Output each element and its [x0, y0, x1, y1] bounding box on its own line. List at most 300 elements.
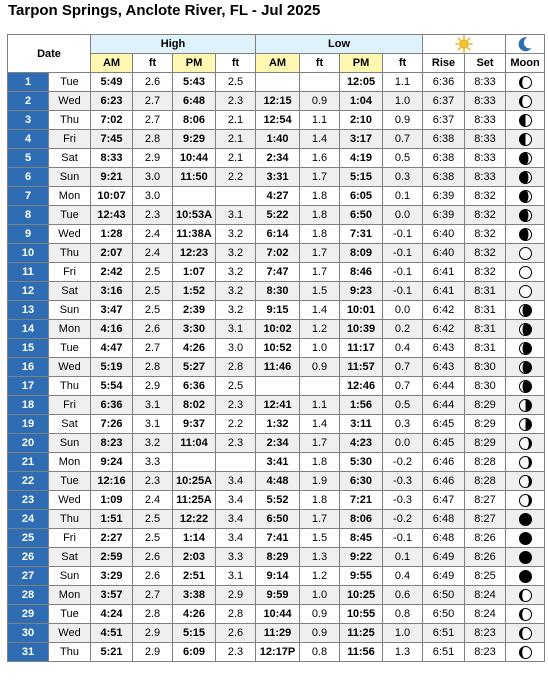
- weekday: Sun: [49, 434, 91, 453]
- low-pm-ft-header: ft: [383, 54, 423, 73]
- low-am-time: 7:41: [256, 529, 300, 548]
- day-number: 16: [8, 358, 49, 377]
- low-am-height: 1.8: [300, 225, 340, 244]
- low-am-height: 1.2: [300, 567, 340, 586]
- low-am-height: 1.7: [300, 434, 340, 453]
- low-am-height: 1.8: [300, 491, 340, 510]
- table-row: [8, 301, 545, 320]
- waning-gibbous-moon-icon: [518, 303, 533, 318]
- set-header: Set: [465, 54, 506, 73]
- weekday: Thu: [49, 244, 91, 263]
- weekday: Wed: [49, 491, 91, 510]
- low-am-time: 3:41: [256, 453, 300, 472]
- low-am-height: 1.8: [300, 453, 340, 472]
- day-number: 2: [8, 92, 49, 111]
- table-row: [8, 396, 545, 415]
- sunrise: 6:47: [423, 491, 465, 510]
- low-pm-height: 0.5: [383, 396, 423, 415]
- high-am-time: 4:47: [91, 339, 133, 358]
- sunrise: 6:48: [423, 529, 465, 548]
- moon-phase: [506, 206, 545, 225]
- sunset: 8:28: [465, 453, 506, 472]
- low-pm-height: 0.0: [383, 206, 423, 225]
- low-am-time: [256, 73, 300, 92]
- high-pm-time: 2:51: [173, 567, 216, 586]
- new-moon-icon: [518, 512, 533, 527]
- low-pm-height: 1.1: [383, 73, 423, 92]
- tide-table: [7, 34, 545, 662]
- low-am-ft-header: ft: [300, 54, 340, 73]
- low-pm-time: 6:05: [340, 187, 383, 206]
- low-pm-time: 8:45: [340, 529, 383, 548]
- moon-phase: [506, 567, 545, 586]
- low-am-time: 9:15: [256, 301, 300, 320]
- low-am-height: 1.0: [300, 339, 340, 358]
- waxing-gibbous-moon-icon: [518, 151, 533, 166]
- low-am-height: 1.4: [300, 301, 340, 320]
- low-am-height: 0.9: [300, 624, 340, 643]
- waning-crescent-moon-icon: [518, 493, 533, 508]
- day-number: 24: [8, 510, 49, 529]
- high-pm-height: 2.5: [216, 377, 256, 396]
- low-am-height: 1.2: [300, 320, 340, 339]
- low-am-time: 1:32: [256, 415, 300, 434]
- table-row: [8, 149, 545, 168]
- day-number: 17: [8, 377, 49, 396]
- high-pm-time: 9:29: [173, 130, 216, 149]
- day-number: 14: [8, 320, 49, 339]
- high-am-time: 2:07: [91, 244, 133, 263]
- low-pm-time: 10:25: [340, 586, 383, 605]
- page-title: Tarpon Springs, Anclote River, FL - Jul 2025: [8, 2, 321, 19]
- sunset: 8:29: [465, 434, 506, 453]
- low-am-height: 1.4: [300, 415, 340, 434]
- high-am-height: 2.9: [133, 624, 173, 643]
- low-pm-time: 3:11: [340, 415, 383, 434]
- high-pm-height: 2.1: [216, 111, 256, 130]
- day-number: 21: [8, 453, 49, 472]
- high-pm-height: 3.4: [216, 529, 256, 548]
- high-pm-time: [173, 187, 216, 206]
- high-am-height: 2.9: [133, 377, 173, 396]
- sunset: 8:31: [465, 282, 506, 301]
- low-pm-height: 0.8: [383, 605, 423, 624]
- low-am-time: 5:52: [256, 491, 300, 510]
- high-am-height: 3.3: [133, 453, 173, 472]
- day-number: 27: [8, 567, 49, 586]
- low-am-time: 2:34: [256, 434, 300, 453]
- moon-phase: [506, 643, 545, 662]
- low-am-time: 12:17P: [256, 643, 300, 662]
- high-am-height: 2.7: [133, 339, 173, 358]
- day-number: 15: [8, 339, 49, 358]
- high-pm-header: PM: [173, 54, 216, 73]
- table-row: [8, 73, 545, 92]
- weekday: Wed: [49, 92, 91, 111]
- high-pm-time: [173, 453, 216, 472]
- low-am-header: AM: [256, 54, 300, 73]
- low-pm-time: 11:56: [340, 643, 383, 662]
- low-pm-height: -0.1: [383, 263, 423, 282]
- low-am-time: 9:59: [256, 586, 300, 605]
- high-am-height: 2.5: [133, 510, 173, 529]
- moon-phase: [506, 320, 545, 339]
- low-pm-time: 9:55: [340, 567, 383, 586]
- table-row: [8, 244, 545, 263]
- high-pm-time: 5:27: [173, 358, 216, 377]
- moon-phase: [506, 339, 545, 358]
- weekday: Sat: [49, 282, 91, 301]
- low-am-time: 11:29: [256, 624, 300, 643]
- high-am-height: 2.9: [133, 643, 173, 662]
- low-am-height: 1.1: [300, 396, 340, 415]
- sunset: 8:26: [465, 548, 506, 567]
- full-moon-icon: [518, 246, 533, 261]
- high-pm-time: 6:48: [173, 92, 216, 111]
- high-pm-time: 1:52: [173, 282, 216, 301]
- sunrise: 6:46: [423, 472, 465, 491]
- high-pm-time: 12:22: [173, 510, 216, 529]
- sunrise: 6:38: [423, 130, 465, 149]
- low-pm-height: 0.3: [383, 415, 423, 434]
- weekday: Sat: [49, 415, 91, 434]
- low-am-time: 12:54: [256, 111, 300, 130]
- high-am-time: 3:57: [91, 586, 133, 605]
- moon-phase: [506, 358, 545, 377]
- weekday: Sun: [49, 168, 91, 187]
- sunset: 8:32: [465, 244, 506, 263]
- sunset: 8:32: [465, 225, 506, 244]
- sunrise: 6:38: [423, 149, 465, 168]
- sunrise: 6:43: [423, 339, 465, 358]
- high-am-time: 5:54: [91, 377, 133, 396]
- low-pm-time: 6:50: [340, 206, 383, 225]
- high-am-time: 7:45: [91, 130, 133, 149]
- low-am-height: 0.8: [300, 643, 340, 662]
- low-am-time: 4:27: [256, 187, 300, 206]
- sunset: 8:32: [465, 206, 506, 225]
- high-pm-height: 3.2: [216, 282, 256, 301]
- high-pm-time: 12:23: [173, 244, 216, 263]
- high-am-time: 1:51: [91, 510, 133, 529]
- high-pm-time: 4:26: [173, 339, 216, 358]
- table-row: [8, 548, 545, 567]
- high-am-height: 2.4: [133, 244, 173, 263]
- tide-rows: [8, 73, 545, 662]
- low-pm-time: 10:55: [340, 605, 383, 624]
- low-pm-time: 12:05: [340, 73, 383, 92]
- high-pm-time: 3:30: [173, 320, 216, 339]
- high-pm-time: 4:26: [173, 605, 216, 624]
- day-number: 30: [8, 624, 49, 643]
- day-number: 10: [8, 244, 49, 263]
- low-pm-height: 0.0: [383, 301, 423, 320]
- table-row: [8, 282, 545, 301]
- day-number: 26: [8, 548, 49, 567]
- high-am-time: 3:16: [91, 282, 133, 301]
- high-pm-height: 3.1: [216, 206, 256, 225]
- waning-crescent-moon-icon: [518, 474, 533, 489]
- high-am-time: 10:07: [91, 187, 133, 206]
- low-pm-time: 5:15: [340, 168, 383, 187]
- waxing-gibbous-moon-icon: [518, 208, 533, 223]
- sunrise: 6:41: [423, 282, 465, 301]
- sunset: 8:32: [465, 187, 506, 206]
- sunset: 8:28: [465, 472, 506, 491]
- first-quarter-moon-icon: [518, 113, 533, 128]
- low-am-time: 3:31: [256, 168, 300, 187]
- sunrise: 6:51: [423, 643, 465, 662]
- day-number: 29: [8, 605, 49, 624]
- weekday: Fri: [49, 263, 91, 282]
- high-am-height: 2.3: [133, 472, 173, 491]
- weekday: Sat: [49, 149, 91, 168]
- low-am-time: 2:34: [256, 149, 300, 168]
- high-pm-time: 10:53A: [173, 206, 216, 225]
- sunset: 8:24: [465, 586, 506, 605]
- table-row: [8, 434, 545, 453]
- weekday: Fri: [49, 529, 91, 548]
- high-pm-time: 2:39: [173, 301, 216, 320]
- low-pm-height: -0.2: [383, 453, 423, 472]
- low-am-height: 1.0: [300, 586, 340, 605]
- high-pm-height: [216, 453, 256, 472]
- sunset: 8:33: [465, 73, 506, 92]
- high-pm-height: [216, 187, 256, 206]
- sunrise: 6:45: [423, 434, 465, 453]
- moon-phase: [506, 377, 545, 396]
- new-moon-icon: [518, 569, 533, 584]
- low-am-height: 1.5: [300, 282, 340, 301]
- low-am-height: 1.8: [300, 187, 340, 206]
- high-pm-time: 11:38A: [173, 225, 216, 244]
- sunrise: 6:38: [423, 168, 465, 187]
- moon-phase-header: Moon: [506, 54, 545, 73]
- low-pm-time: 10:39: [340, 320, 383, 339]
- moon-phase: [506, 624, 545, 643]
- last-quarter-moon-icon: [518, 417, 533, 432]
- waxing-gibbous-moon-icon: [518, 189, 533, 204]
- waxing-gibbous-moon-icon: [518, 227, 533, 242]
- table-row: [8, 206, 545, 225]
- high-am-time: 9:24: [91, 453, 133, 472]
- high-am-height: 2.7: [133, 111, 173, 130]
- low-pm-time: 12:46: [340, 377, 383, 396]
- table-row: [8, 567, 545, 586]
- high-am-height: 2.8: [133, 130, 173, 149]
- weekday: Fri: [49, 130, 91, 149]
- low-pm-time: 7:21: [340, 491, 383, 510]
- weekday: Tue: [49, 73, 91, 92]
- high-pm-height: 2.5: [216, 73, 256, 92]
- high-am-time: 12:43: [91, 206, 133, 225]
- moon-phase: [506, 282, 545, 301]
- table-row: [8, 472, 545, 491]
- high-pm-height: 3.1: [216, 567, 256, 586]
- sunrise: 6:44: [423, 396, 465, 415]
- weekday: Fri: [49, 396, 91, 415]
- sunset: 8:33: [465, 168, 506, 187]
- low-pm-height: 0.1: [383, 187, 423, 206]
- low-am-time: 5:22: [256, 206, 300, 225]
- high-am-height: 3.1: [133, 415, 173, 434]
- low-pm-height: 0.7: [383, 358, 423, 377]
- low-am-time: 7:47: [256, 263, 300, 282]
- high-am-height: 2.3: [133, 206, 173, 225]
- moon-phase: [506, 529, 545, 548]
- low-pm-height: 0.5: [383, 149, 423, 168]
- day-number: 4: [8, 130, 49, 149]
- sunset: 8:29: [465, 415, 506, 434]
- low-pm-time: 10:01: [340, 301, 383, 320]
- day-number: 5: [8, 149, 49, 168]
- low-pm-height: 0.3: [383, 168, 423, 187]
- high-am-height: 2.5: [133, 263, 173, 282]
- high-pm-height: 3.1: [216, 320, 256, 339]
- moon-phase: [506, 605, 545, 624]
- high-pm-time: 11:25A: [173, 491, 216, 510]
- moon-phase: [506, 263, 545, 282]
- low-am-height: 1.3: [300, 548, 340, 567]
- low-pm-height: -0.1: [383, 282, 423, 301]
- low-am-time: 12:41: [256, 396, 300, 415]
- high-am-time: 2:59: [91, 548, 133, 567]
- high-am-height: 3.1: [133, 396, 173, 415]
- high-pm-ft-header: ft: [216, 54, 256, 73]
- moon-phase: [506, 586, 545, 605]
- low-am-time: 9:14: [256, 567, 300, 586]
- high-am-time: 3:47: [91, 301, 133, 320]
- full-moon-icon: [518, 265, 533, 280]
- high-pm-height: 2.6: [216, 624, 256, 643]
- low-pm-height: 0.7: [383, 377, 423, 396]
- sunset: 8:31: [465, 339, 506, 358]
- low-pm-time: 9:22: [340, 548, 383, 567]
- low-am-height: 0.9: [300, 92, 340, 111]
- high-pm-height: 2.3: [216, 396, 256, 415]
- low-am-height: 1.7: [300, 263, 340, 282]
- table-row: [8, 415, 545, 434]
- high-pm-height: 2.2: [216, 168, 256, 187]
- day-number: 9: [8, 225, 49, 244]
- high-pm-time: 1:07: [173, 263, 216, 282]
- low-am-height: 1.6: [300, 149, 340, 168]
- sunset: 8:29: [465, 396, 506, 415]
- day-number: 28: [8, 586, 49, 605]
- high-am-height: 3.2: [133, 434, 173, 453]
- sunrise: 6:42: [423, 301, 465, 320]
- high-am-height: 3.0: [133, 187, 173, 206]
- high-pm-height: 3.0: [216, 339, 256, 358]
- waning-gibbous-moon-icon: [518, 379, 533, 394]
- sunrise: 6:45: [423, 415, 465, 434]
- low-pm-time: 7:31: [340, 225, 383, 244]
- sunset: 8:24: [465, 605, 506, 624]
- low-pm-height: -0.1: [383, 529, 423, 548]
- sunset: 8:33: [465, 111, 506, 130]
- first-quarter-moon-icon: [518, 132, 533, 147]
- day-number: 18: [8, 396, 49, 415]
- weekday: Tue: [49, 206, 91, 225]
- sunset: 8:32: [465, 263, 506, 282]
- waxing-crescent-moon-icon: [518, 645, 533, 660]
- low-am-time: 4:48: [256, 472, 300, 491]
- waning-gibbous-moon-icon: [518, 322, 533, 337]
- high-pm-time: 5:15: [173, 624, 216, 643]
- high-pm-time: 5:43: [173, 73, 216, 92]
- day-number: 3: [8, 111, 49, 130]
- high-pm-height: 3.2: [216, 225, 256, 244]
- low-pm-height: 0.4: [383, 567, 423, 586]
- high-am-time: 9:21: [91, 168, 133, 187]
- high-am-height: 2.6: [133, 567, 173, 586]
- weekday: Mon: [49, 453, 91, 472]
- moon-phase: [506, 187, 545, 206]
- low-pm-time: 11:25: [340, 624, 383, 643]
- low-am-time: 10:44: [256, 605, 300, 624]
- low-am-height: 0.9: [300, 358, 340, 377]
- moon-phase: [506, 510, 545, 529]
- table-row: [8, 643, 545, 662]
- table-row: [8, 529, 545, 548]
- high-am-height: 2.9: [133, 149, 173, 168]
- high-pm-height: 3.4: [216, 491, 256, 510]
- low-pm-time: 3:17: [340, 130, 383, 149]
- low-pm-height: -0.2: [383, 510, 423, 529]
- weekday: Mon: [49, 320, 91, 339]
- sunrise: 6:50: [423, 605, 465, 624]
- weekday: Thu: [49, 510, 91, 529]
- sunrise: 6:41: [423, 263, 465, 282]
- low-pm-height: 1.0: [383, 624, 423, 643]
- high-am-time: 4:51: [91, 624, 133, 643]
- sunrise: 6:40: [423, 225, 465, 244]
- high-pm-height: 3.2: [216, 263, 256, 282]
- sunset: 8:23: [465, 624, 506, 643]
- low-pm-time: 8:09: [340, 244, 383, 263]
- low-am-time: 11:46: [256, 358, 300, 377]
- low-am-time: 6:50: [256, 510, 300, 529]
- low-am-height: 1.9: [300, 472, 340, 491]
- moon-phase: [506, 73, 545, 92]
- table-row: [8, 187, 545, 206]
- day-number: 25: [8, 529, 49, 548]
- high-pm-height: 3.3: [216, 548, 256, 567]
- low-pm-time: 8:46: [340, 263, 383, 282]
- low-am-time: 1:40: [256, 130, 300, 149]
- sunset: 8:27: [465, 491, 506, 510]
- high-am-time: 4:16: [91, 320, 133, 339]
- high-am-time: 6:23: [91, 92, 133, 111]
- weekday: Thu: [49, 377, 91, 396]
- low-pm-time: 6:30: [340, 472, 383, 491]
- high-am-height: 2.5: [133, 529, 173, 548]
- date-header: Date: [8, 35, 91, 73]
- low-pm-height: -0.3: [383, 472, 423, 491]
- high-pm-height: 2.3: [216, 434, 256, 453]
- weekday: Tue: [49, 472, 91, 491]
- high-pm-time: 6:36: [173, 377, 216, 396]
- low-am-height: 1.7: [300, 168, 340, 187]
- sunrise: 6:46: [423, 453, 465, 472]
- high-am-height: 2.7: [133, 586, 173, 605]
- last-quarter-moon-icon: [518, 398, 533, 413]
- sunset: 8:30: [465, 358, 506, 377]
- table-row: [8, 510, 545, 529]
- weekday: Thu: [49, 643, 91, 662]
- sunrise: 6:39: [423, 206, 465, 225]
- low-pm-height: -0.1: [383, 244, 423, 263]
